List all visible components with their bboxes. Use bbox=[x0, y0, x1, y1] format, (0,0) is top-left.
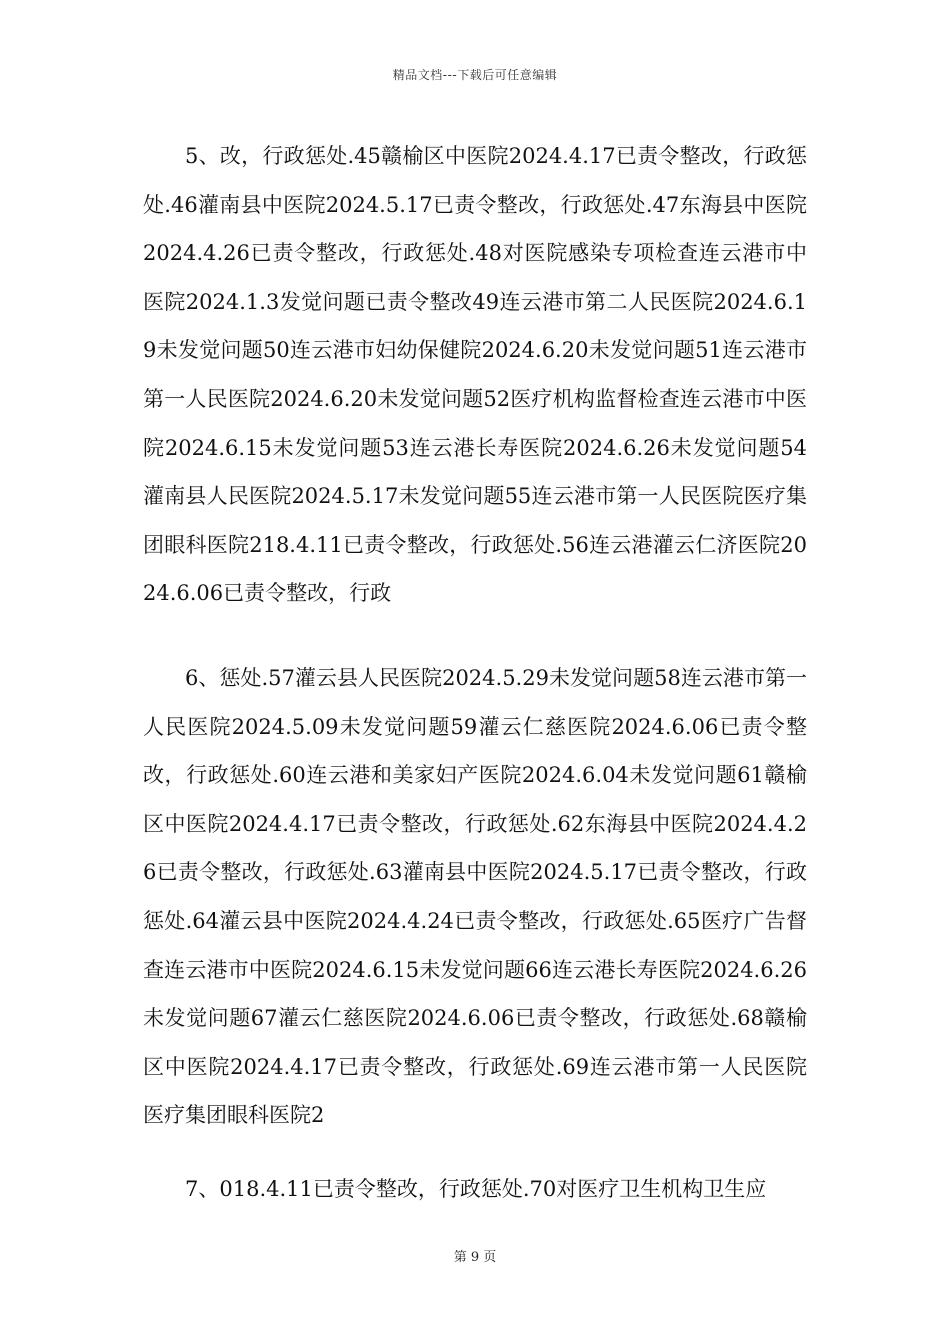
paragraph-7: 7、018.4.11已责令整改，行政惩处.70对医疗卫生机构卫生应 bbox=[185, 1176, 767, 1201]
paragraph-6: 6、惩处.57灌云县人民医院2024.5.29未发觉问题58连云港市第一人民医院2024.5.09未发觉问题59灌云仁慈医院2024.6.06已责令整改，行政惩处.60连云港和美家妇产医院2024.6.04未发觉问题61赣榆区中医院2024.4.17已责令整改，行政惩处.62东海县中医院2024.4.26已责令整改，行政惩处.63灌南县中医院2024.5.17已责令整改，行政惩处.64灌云县中医院2024.4.24已责令整改，行政惩处.65医疗广告督查连云港市中医院2024.6.15未发觉问题66连云港长寿医院2024.6.26未发觉问题67灌云仁慈医院2024.6.06已责令整改，行政惩处.68赣榆区中医院2024.4.17已责令整改，行政惩处.69连云港市第一人民医院医疗集团眼科医院2 bbox=[143, 665, 807, 1128]
paragraph-5: 5、改，行政惩处.45赣榆区中医院2024.4.17已责令整改，行政惩处.46灌南县中医院2024.5.17已责令整改，行政惩处.47东海县中医院2024.4.26已责令整改，行政惩处.48对医院感染专项检查连云港市中医院2024.1.3发觉问题已责令整改49连云港市第二人民医院2024.6.19未发觉问题50连云港市妇幼保健院2024.6.20未发觉问题51连云港市第一人民医院2024.6.20未发觉问题52医疗机构监督检查连云港市中医院2024.6.15未发觉问题53连云港长寿医院2024.6.26未发觉问题54灌南县人民医院2024.5.17未发觉问题55连云港市第一人民医院医疗集团眼科医院218.4.11已责令整改，行政惩处.56连云港灌云仁济医院2024.6.06已责令整改，行政 bbox=[143, 144, 807, 606]
document-body bbox=[143, 132, 807, 1213]
page-number: 第 9 页 bbox=[453, 1250, 497, 1265]
page-header: 精品文档---下载后可任意编辑 bbox=[392, 68, 558, 82]
